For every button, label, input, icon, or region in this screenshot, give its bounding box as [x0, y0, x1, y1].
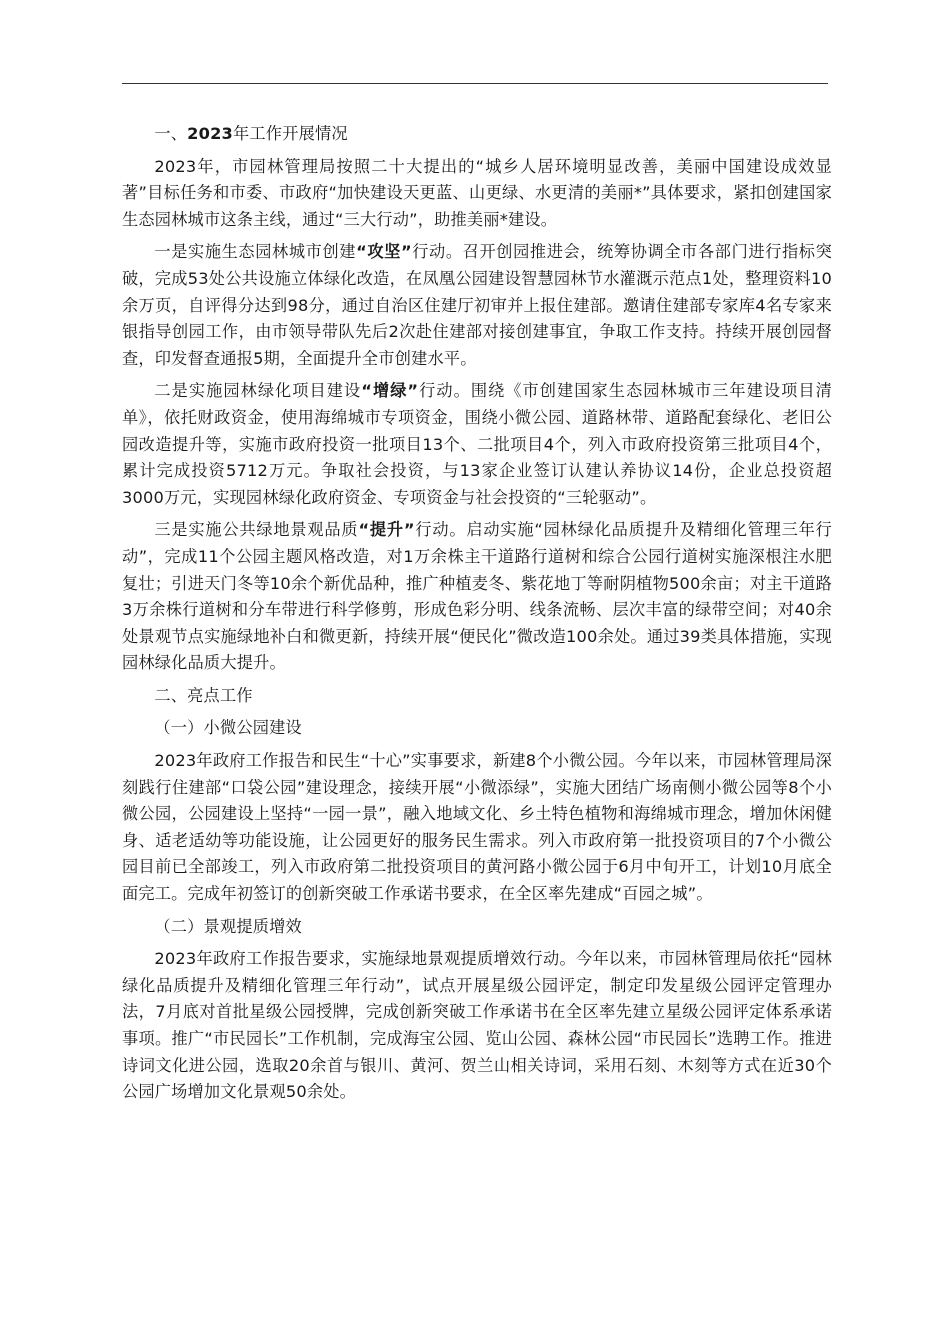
header-rule: [122, 83, 828, 84]
paragraph-gongjian: 一是实施生态园林城市创建“攻坚”行动。召开创园推进会，统筹协调全市各部门进行指标突破，完成53处公共设施立体绿化改造，在凤凰公园建设智慧园林节水灌溉示范点1处，整理资料10余万页，自评得分达到98分，通过自治区住建厅初审并上报住建部。邀请住建部专家库4名专家来银指导创园工作，由市领导带队先后2次赴住建部对接创建事宜，争取工作支持。持续开展创园督查，印发督查通报5期，全面提升全市创建水平。: [122, 242, 833, 368]
paragraph-tisheng: 三是实施公共绿地景观品质“提升”行动。启动实施“园林绿化品质提升及精细化管理三年行动”，完成11个公园主题风格改造，对1万余株主干道路行道树和综合公园行道树实施深根注水肥复壮；引进天门冬等10余个新优品种，推广种植麦冬、紫花地丁等耐阴植物500余亩；对主干道路3万余株行道树和分车带进行科学修剪，形成色彩分明、线条流畅、层次丰富的绿带空间；对40余处景观节点实施绿地补白和微更新，持续开展“便民化”微改造100余处。通过39类具体措施，实现园林绿化品质大提升。: [122, 520, 833, 673]
subsection-1-heading: （一）小微公园建设: [154, 718, 302, 738]
section-2-heading: 二、亮点工作: [154, 685, 253, 705]
document-body: [122, 121, 832, 1112]
subsection-2-heading: （二）景观提质增效: [154, 916, 302, 936]
subsection-2-text: 2023年政府工作报告要求，实施绿地景观提质增效行动。今年以来，市园林管理局依托“园林绿化品质提升及精细化管理三年行动”，试点开展星级公园评定，制定印发星级公园评定管理办法，7月底对首批星级公园授牌，完成创新突破工作承诺书在全区率先建立星级公园评定体系承诺事项。推广“市民园长”工作机制，完成海宝公园、览山公园、森林公园“市民园长”选聘工作。推进诗词文化进公园，选取20余首与银川、黄河、贺兰山相关诗词，采用石刻、木刻等方式在近30个公园广场增加文化景观50余处。: [122, 949, 832, 1102]
section-1-heading: 一、2023年工作开展情况: [154, 124, 348, 143]
section-1-intro: 2023年，市园林管理局按照二十大提出的“城乡人居环境明显改善，美丽中国建设成效显著”目标任务和市委、市政府“加快建设天更蓝、山更绿、水更清的美丽*”具体要求，紧扣创建国家生态园林城市这条主线，通过“三大行动”，助推美丽*建设。: [122, 156, 832, 229]
subsection-1-text: 2023年政府工作报告和民生“十心”实事要求，新建8个小微公园。今年以来，市园林管理局深刻践行住建部“口袋公园”建设理念，接续开展“小微添绿”，实施大团结广场南侧小微公园等8个小微公园，公园建设上坚持“一园一景”，融入地域文化、乡土特色植物和海绵城市理念，增加休闲健身、适老适幼等功能设施，让公园更好的服务民生需求。列入市政府第一批投资项目的7个小微公园目前已全部竣工，列入市政府第二批投资项目的黄河路小微公园于6月中旬开工，计划10月底全面完工。完成年初签订的创新突破工作承诺书要求，在全区率先建成“百园之城”。: [122, 751, 832, 904]
paragraph-zenglv: 二是实施园林绿化项目建设“增绿”行动。围绕《市创建国家生态园林城市三年建设项目清单》，依托财政资金，使用海绵城市专项资金，围绕小微公园、道路林带、道路配套绿化、老旧公园改造提升等，实施市政府投资一批项目13个、二批项目4个，列入市政府投资第三批项目4个，累计完成投资5712万元。争取社会投资，与13家企业签订认建认养协议14份，企业总投资超3000万元，实现园林绿化政府资金、专项资金与社会投资的“三轮驱动”。: [122, 381, 833, 507]
